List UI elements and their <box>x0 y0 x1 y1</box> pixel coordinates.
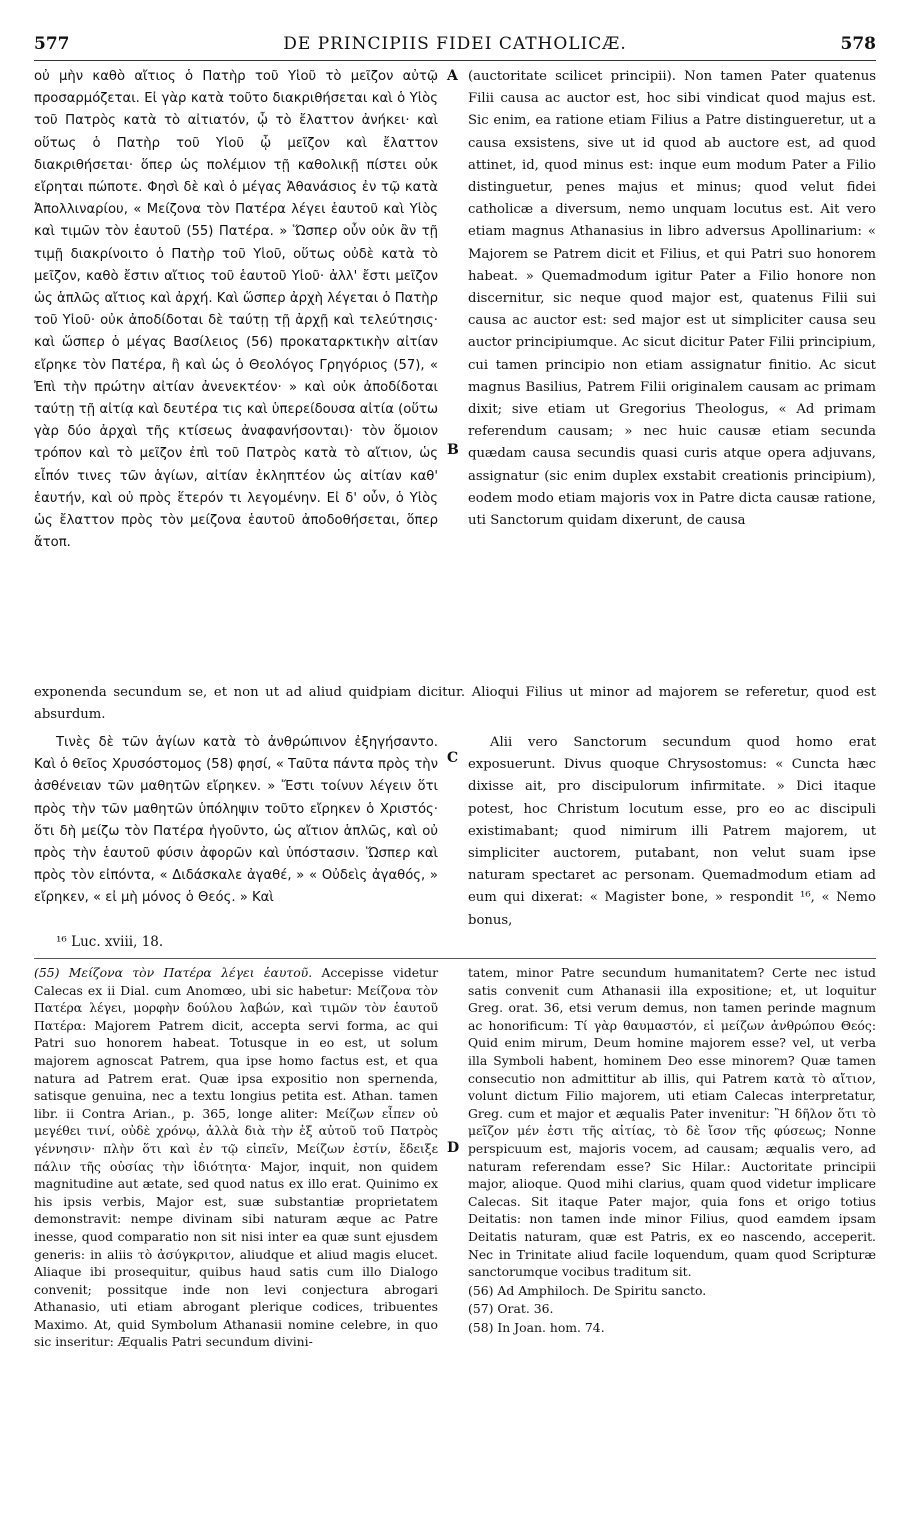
latin-text-2: Alii vero Sanctorum secundum quod homo erat exposuerunt. Divus quoque Chrysostomus: « Cuncta hæc dixisse ait, pro discipulorum infirmitate. » Dici itaque potest, hoc Christum locutum esse, pro eo ac discipuli existimabant; quod nimirum illi Patrem majorem, ut simpliciter auctorem, putabant, non velut suam ipse naturam spectaret ac personam. Quemadmodum etiam ad eum qui dixerat: « Magister bone, » respondit ¹⁶, « Nemo bonus, <box>468 735 876 928</box>
notes-column-right <box>468 964 876 1337</box>
scripture-footnote <box>56 934 163 950</box>
scripture-reference: ¹⁶ Luc. xviii, 18. <box>56 934 164 950</box>
greek-column-1 <box>34 66 438 554</box>
page <box>34 30 876 1510</box>
latin-text-1: (auctoritate scilicet principii). Non tamen Pater quatenus Filii causa ac auctor est, hoc sibi vindicat quod majus est. Sic enim, ea ratione etiam Filius a Patre distingueretur, ut a causa exsistens, sive ut id quod ab auctore est, ad quod attinet, id, quod minus est: inque eum modum Pater a Filio distinguetur, penes majus et minus; quod velut fidei catholicæ a diversum, nemo unquam locutus est. Ait vero etiam magnus Athanasius in libro adversus Apollinarium: « Majorem se Patrem dicit et Filius, et qui Patri suo honorem habeat. » Quemadmodum igitur Pater a Filio honore non discernitur, sic neque quod major est, quatenus Filii sui causa ac auctor est: sed major est ut simpliciter causa seu auctor principiumque. Ac sicut dicitur Pater Filii principium, cui tamen principio non etiam assignatur finitio. Ac sicut magnus Basilius, Patrem Filii originalem causam ac primam dixit; sive etiam ut Gregorius Theologus, « Ad primam referendum causam; » nec huic causæ etiam secunda quædam causa secundis quasi curis atque opera adjuvans, assignatur (sic enim duplex exstabit creationis principium), eodem modo etiam majoris vox in Patre dicta causæ ratione, uti Sanctorum quidam dixerunt, de causa <box>468 69 876 529</box>
notes-separator <box>34 958 876 959</box>
margin-marker-a: A <box>447 68 458 84</box>
latin-column-2 <box>468 732 876 932</box>
page-number-left: 577 <box>34 34 70 54</box>
margin-marker-b: B <box>447 442 459 458</box>
note-55-continued: tatem, minor Patre secundum humanitatem? Certe nec istud satis convenit cum Athanasii illa expositione; et, ut loquitur Greg. orat. 36, etsi verum demus, non tamen perinde magnum ac honorificum: Τί γὰρ θαυμαστόν, εἰ μείζων ἀνθρώπου Θεός: Quid enim mirum, Deum homine majorem esse? vel, ut verba illa Symboli habent, hominem Deo esse minorem? Quæ tamen consecutio non admittitur ab illis, qui Patrem κατὰ τὸ αἴτιον, volunt dictum Filio majorem, uti etiam Calecas interpretatur, Greg. cum et major et æqualis Pater invenitur: Ἢ δῆλον ὅτι τὸ μεῖζον μέν ἐστι τῆς αἰτίας, τὸ δὲ ἴσον τῆς φύσεως; Nonne perspicuum est, majoris vocem, ad causam; æqualis vero, ad naturam referendam esse? Sic Hilar.: Auctoritate principii major, alioque. Quod mihi clarius, quam quod videtur implicare Calecas. Sit itaque Pater major, quia fons et origo totius Deitatis: non tamen inde minor Filius, quod eamdem ipsam Deitatis naturam, quæ est Patris, ex eo nascendo, acceperit. Nec in Trinitate aliud facile loquendum, quam quod Scripturæ sanctorumque vocibus traditum sit. <box>468 965 876 1280</box>
margin-marker-c: C <box>447 750 459 766</box>
note-58: (58) In Joan. hom. 74. <box>468 1319 605 1335</box>
greek-text-1: οὐ μὴν καθὸ αἴτιος ὁ Πατὴρ τοῦ Υἱοῦ τὸ μεῖζον αὐτῷ προσαρμόζεται. Εἰ γὰρ κατὰ τοῦτο διακριθήσεται καὶ ὁ Υἱὸς τοῦ Πατρὸς κατὰ τὸ αἰτιατόν, ᾧ τὸ ἔλαττον ἀνήκει· καὶ οὕτως ὁ Πατὴρ τοῦ Υἱοῦ ᾧ μεῖζον καὶ ἔλαττον διακριθήσεται· ὅπερ ὡς πολέμιον τῇ καθολικῇ πίστει οὐκ εἴρηται πώποτε. Φησὶ δὲ καὶ ὁ μέγας Ἀθανάσιος ἐν τῷ κατὰ Ἀπολλιναρίου, « Μείζονα τὸν Πατέρα λέγει ἑαυτοῦ καὶ Υἱὸς καὶ τιμῶν τὸν ἑαυτοῦ (55) Πατέρα. » Ὥσπερ οὖν οὐκ ἂν τῇ τιμῇ διακρίνοιτο ὁ Πατὴρ τοῦ Υἱοῦ, οὕτως οὐδὲ κατὰ τὸ μεῖζον, καθὸ ἔστιν αἴτιος τοῦ ἑαυτοῦ Υἱοῦ· ἀλλ' ἔστι μεῖζον ὡς ἁπλῶς αἴτιος καὶ ἀρχή. Καὶ ὥσπερ ἀρχὴ λέγεται ὁ Πατὴρ τοῦ Υἱοῦ· οὐκ ἀποδίδοται δὲ ταύτῃ τῇ ἀρχῇ καὶ τελεύτησις· καὶ ὥσπερ ὁ μέγας Βασίλειος (56) προκαταρκτικὴν αἰτίαν εἴρηκε τὸν Πατέρα, ἢ καὶ ὡς ὁ Θεολόγος Γρηγόριος (57), « Ἐπὶ τὴν πρώτην αἰτίαν ἀνενεκτέον· » καὶ οὐκ ἀποδίδοται ταύτῃ τῇ αἰτίᾳ καὶ δευτέρα τις καὶ ὑπερείδουσα αἰτία (οὕτω γὰρ δύο ἀρχαὶ τῆς κτίσεως ἀναφανήσονται)· τὸν ὅμοιον τρόπον καὶ τὸ μεῖζον ἐπὶ τοῦ Πατρὸς κατὰ τὸ αἴτιον, ὡς εἶπόν τινες τῶν ἁγίων, αἰτίαν ἐκληπτέον ὡς αἰτίαν καθ' ἑαυτήν, καὶ οὐ πρὸς ἕτερόν τι λεγομένην. Εἰ δ' οὖν, ὁ Υἱὸς ὡς ἔλαττον πρὸς τὸν μείζονα ἑαυτοῦ ἀποδοθήσεται, ὅπερ ἄτοπ. <box>34 69 438 551</box>
note-57: (57) Orat. 36. <box>468 1301 554 1317</box>
greek-column-2 <box>34 732 438 910</box>
notes-column-left <box>34 964 438 1351</box>
latin-text-1-continued: exponenda secundum se, et non ut ad aliud quidpiam dicitur. Alioqui Filius ut minor ad majorem se referetur, quod est absurdum. <box>34 685 876 723</box>
greek-text-2: Τινὲς δὲ τῶν ἁγίων κατὰ τὸ ἀνθρώπινον ἐξηγήσαντο. Καὶ ὁ θεῖος Χρυσόστομος (58) φησί, « Ταῦτα πάντα πρὸς τὴν ἀσθένειαν τῶν μαθητῶν εἴρηκεν. » Ἔστι τοίνυν λέγειν ὅτι πρὸς τὴν τῶν μαθητῶν ὑπόληψιν τοῦτο εἴρηκεν ὁ Χριστός· ὅτι δὴ μείζω τὸν Πατέρα ἡγοῦντο, ὡς αἴτιον ἁπλῶς, καὶ οὐ πρὸς τὴν ἑαυτοῦ φύσιν ἀφορῶν καὶ ὑπόστασιν. Ὥσπερ καὶ πρὸς τὸν εἰπόντα, « Διδάσκαλε ἀγαθέ, » « Οὐδεὶς ἀγαθός, » εἴρηκεν, « εἰ μὴ μόνος ὁ Θεός. » Καὶ <box>34 735 438 906</box>
running-header <box>34 30 876 61</box>
latin-column-1 <box>468 66 876 532</box>
margin-marker-d: D <box>447 1140 460 1156</box>
note-55-body: Accepisse videtur Calecas ex ii Dial. cum Anomœo, ubi sic habetur: Μείζονα τὸν Πατέρα λέγει, μορφὴν δούλου λαβών, καὶ τιμῶν τὸν ἑαυτοῦ Πατέρα: Majorem Patrem dicit, accepta servi forma, ac qui Patri suo honorem habeat. Totusque in eo est, ut solum majorem agnoscat Patrem, qua ipse homo factus est, et qua natura ad Patrem erat. Quæ ipsa expositio non spernenda, satisque genuina, nec a textu longius petita est. Athan. tamen libr. ii Contra Arian., p. 365, longe aliter: Μείζων εἶπεν οὐ μεγέθει τινί, οὐδὲ χρόνῳ, ἀλλὰ διὰ τὴν ἐξ αὐτοῦ τοῦ Πατρὸς γέννησιν· πλὴν ὅτι καὶ ἐν τῷ εἰπεῖν, Μείζων ἐστίν, ἔδειξε πάλιν τῆς οὐσίας τὴν ἰδιότητα· Major, inquit, non quidem magnitudine aut ætate, sed quod natus ex illo erat. Quinimo ex his ipsis verbis, Major est, suæ substantiæ proprietatem demonstravit: nempe divinam sibi naturam æque ac Patre inesse, quod comparatio non sit nisi inter ea quæ sunt ejusdem generis: in aliis τὸ ἀσύγκριτον, aliudque et aliud magis elucet. Aliaque ibi prosequitur, quibus haud satis cum illo Dialogo convenit; possitque inde non levi conjectura abrogari Athanasio, uti etiam abrogant plerique codices, tribuentes Maximo. At, quid Symbolum Athanasii nomine celebre, in quo sic inseritur: Æqualis Patri secundum divini- <box>34 965 438 1350</box>
latin-full-width <box>34 682 876 726</box>
note-56: (56) Ad Amphiloch. De Spiritu sancto. <box>468 1282 707 1298</box>
running-title: DE PRINCIPIIS FIDEI CATHOLICÆ. <box>283 34 627 54</box>
page-number-right: 578 <box>840 34 876 54</box>
note-55-heading: (55) Μείζονα τὸν Πατέρα λέγει ἑαυτοῦ. <box>34 965 313 980</box>
